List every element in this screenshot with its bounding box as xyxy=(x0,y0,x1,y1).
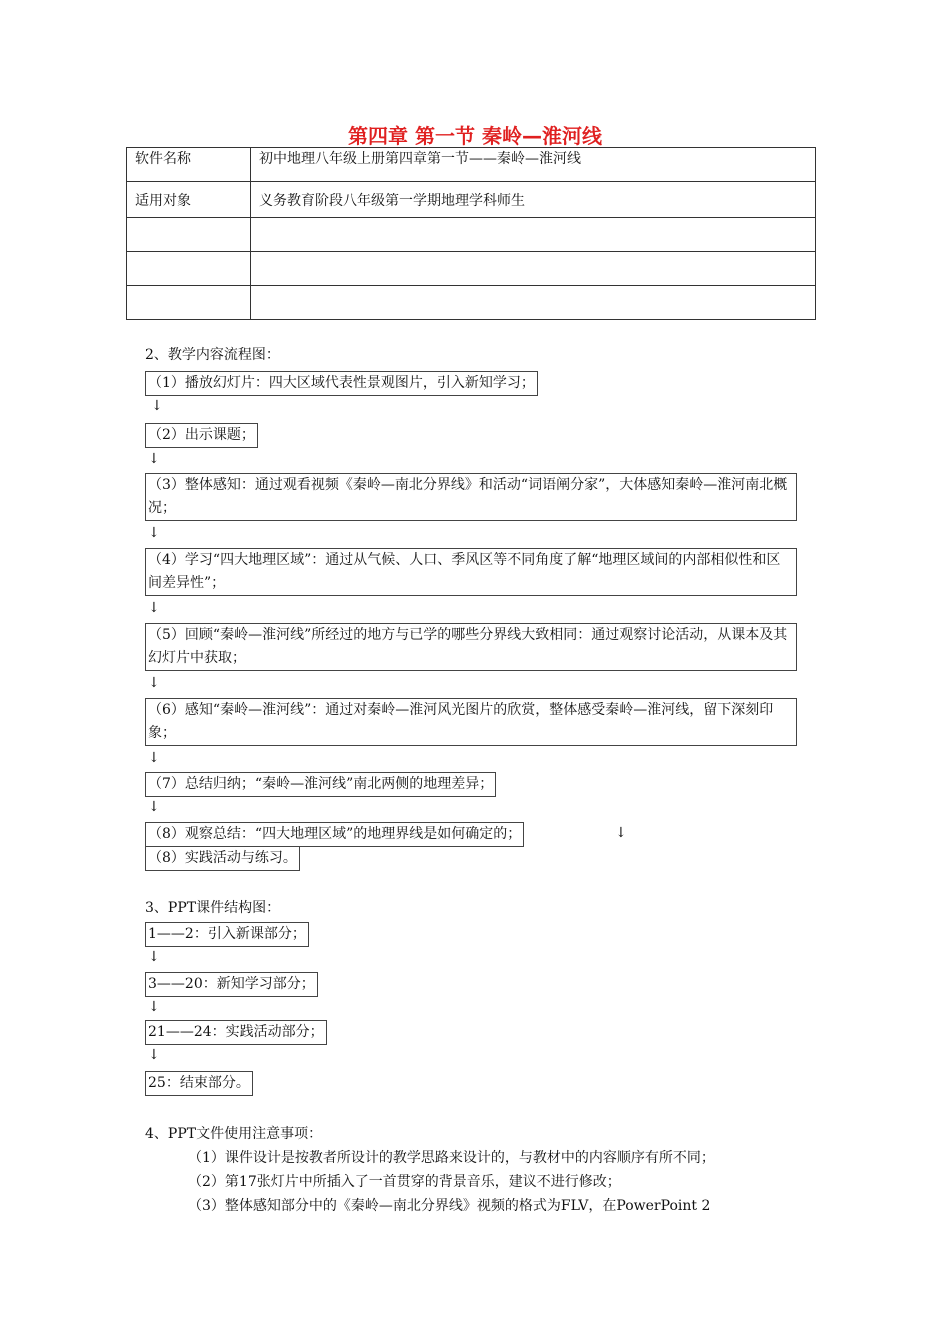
usage-note: （2）第17张灯片中所插入了一首贯穿的背景音乐，建议不进行修改； xyxy=(188,1174,621,1190)
page-title: 第四章 第一节 秦岭—淮河线 xyxy=(348,124,602,148)
table-label-cell xyxy=(127,218,251,252)
table-row xyxy=(127,252,816,286)
table-value-cell xyxy=(251,252,816,286)
down-arrow-icon: ↓ xyxy=(615,825,627,841)
table-row xyxy=(127,182,816,218)
down-arrow-icon: ↓ xyxy=(148,999,160,1015)
section-heading: 3、PPT课件结构图： xyxy=(145,900,281,916)
down-arrow-icon: ↓ xyxy=(148,600,160,616)
flow-step-box: （4）学习“四大地理区域”：通过从气候、人口、季风区等不同角度了解“地理区域间的内部相似性和区间差异性”； xyxy=(145,548,797,596)
down-arrow-icon: ↓ xyxy=(148,799,160,815)
down-arrow-icon: ↓ xyxy=(148,750,160,766)
flow-step-box: （3）整体感知：通过观看视频《秦岭—南北分界线》和活动“词语阐分家”，大体感知秦岭—淮河南北概况； xyxy=(145,473,797,521)
table-value-cell: 初中地理八年级上册第四章第一节——秦岭—淮河线 xyxy=(251,148,816,182)
down-arrow-icon: ↓ xyxy=(148,1047,160,1063)
flow-step-box: （6）感知“秦岭—淮河线”：通过对秦岭—淮河风光图片的欣赏，整体感受秦岭—淮河线，留下深刻印象； xyxy=(145,698,797,746)
structure-step-box: 3——20：新知学习部分； xyxy=(145,972,318,997)
flow-step-box: （7）总结归纳；“秦岭—淮河线”南北两侧的地理差异； xyxy=(145,772,496,797)
down-arrow-icon: ↓ xyxy=(148,675,160,691)
flow-step-box: （8）观察总结：“四大地理区域”的地理界线是如何确定的； xyxy=(145,822,524,847)
table-label-cell xyxy=(127,252,251,286)
structure-step-box: 25：结束部分。 xyxy=(145,1071,253,1096)
usage-note: （1）课件设计是按教者所设计的教学思路来设计的，与教材中的内容顺序有所不同； xyxy=(188,1150,715,1166)
table-row xyxy=(127,218,816,252)
flow-step-box: （8）实践活动与练习。 xyxy=(145,846,300,871)
table-row xyxy=(127,286,816,320)
flow-step-box: （5）回顾“秦岭—淮河线”所经过的地方与已学的哪些分界线大致相同：通过观察讨论活动，从课本及其幻灯片中获取； xyxy=(145,623,797,671)
down-arrow-icon: ↓ xyxy=(148,949,160,965)
table-label-cell: 软件名称 xyxy=(127,148,251,182)
usage-note: （3）整体感知部分中的《秦岭—南北分界线》视频的格式为FLV，在PowerPoint 2 xyxy=(188,1198,711,1214)
table-value-cell xyxy=(251,286,816,320)
structure-step-box: 21——24：实践活动部分； xyxy=(145,1020,327,1045)
structure-step-box: 1——2：引入新课部分； xyxy=(145,922,309,947)
section-heading: 4、PPT文件使用注意事项： xyxy=(145,1126,323,1142)
table-value-cell: 义务教育阶段八年级第一学期地理学科师生 xyxy=(251,182,816,218)
table-label-cell xyxy=(127,286,251,320)
info-table xyxy=(126,147,816,320)
down-arrow-icon: ↓ xyxy=(148,525,160,541)
flow-step-box: （2）出示课题； xyxy=(145,423,258,448)
flow-step-box: （1）播放幻灯片：四大区域代表性景观图片，引入新知学习； xyxy=(145,371,538,396)
down-arrow-icon: ↓ xyxy=(148,451,160,467)
table-value-cell xyxy=(251,218,816,252)
section-heading: 2、教学内容流程图： xyxy=(145,347,280,363)
down-arrow-icon: ↓ xyxy=(151,398,163,414)
table-label-cell: 适用对象 xyxy=(127,182,251,218)
table-row xyxy=(127,148,816,182)
